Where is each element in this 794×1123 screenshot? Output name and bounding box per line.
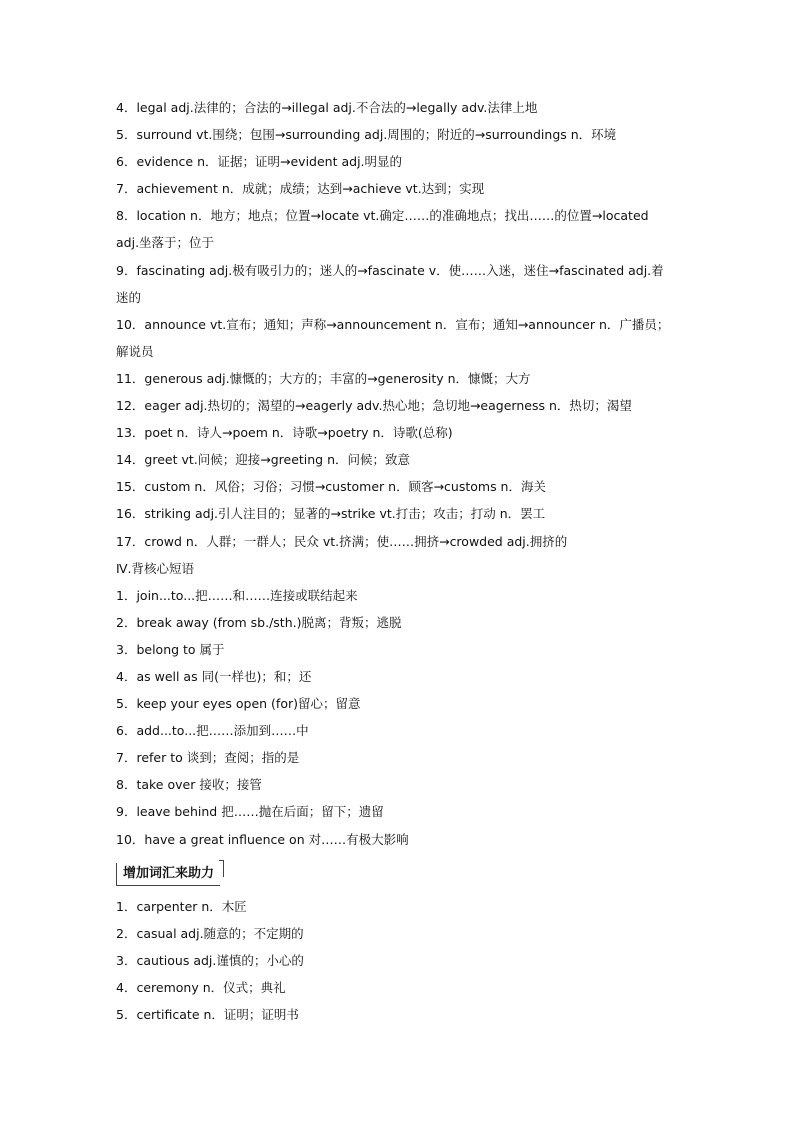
phrase-item: 1．join...to...把……和……连接或联结起来 bbox=[116, 587, 358, 603]
vocab-list bbox=[116, 94, 686, 555]
phrase-item: 8．take over 接收；接管 bbox=[116, 777, 262, 793]
vocab-item: 16．striking adj.引人注目的；显著的→strike vt.打击；攻击；打动 n．罢工 bbox=[116, 506, 546, 522]
phrase-item: 3．belong to 属于 bbox=[116, 641, 225, 657]
vocab-item: 13．poet n．诗人→poem n．诗歌→poetry n．诗歌(总称) bbox=[116, 425, 453, 441]
phrase-item: 10．have a great influence on 对……有极大影响 bbox=[116, 831, 409, 847]
extra-word-list bbox=[116, 893, 686, 1028]
vocab-item-continuation: 解说员 bbox=[116, 343, 154, 359]
vocab-item-continuation: adj.坐落于；位于 bbox=[116, 235, 215, 251]
phrase-item: 5．keep your eyes open (for)留心；留意 bbox=[116, 696, 361, 712]
extra-word-item: 5．certificate n．证明；证明书 bbox=[116, 1007, 299, 1022]
phrase-item: 6．add...to...把……添加到……中 bbox=[116, 723, 309, 739]
extra-word-item: 4．ceremony n．仪式；典礼 bbox=[116, 979, 286, 995]
phrases-section-title: Ⅳ.背核心短语 bbox=[116, 560, 195, 576]
phrase-item: 4．as well as 同(一样也)；和；还 bbox=[116, 668, 312, 684]
vocab-item-continuation: 迷的 bbox=[116, 289, 142, 305]
vocab-item: 17．crowd n．人群；一群人；民众 vt.挤满；使……拥挤→crowded adj.拥挤的 bbox=[116, 533, 568, 549]
extra-word-item: 1．carpenter n．木匠 bbox=[116, 898, 247, 914]
vocab-item: 14．greet vt.问候；迎接→greeting n．问候；致意 bbox=[116, 452, 411, 468]
phrase-item: 2．break away (from sb./sth.)脱离；背叛；逃脱 bbox=[116, 614, 402, 630]
vocab-item: 7．achievement n．成就；成绩；达到→achieve vt.达到；实现 bbox=[116, 181, 485, 197]
vocab-item: 11．generous adj.慷慨的；大方的；丰富的→generosity n．慷慨；大方 bbox=[116, 370, 531, 386]
vocab-item: 4．legal adj.法律的；合法的→illegal adj.不合法的→legally adv.法律上地 bbox=[116, 100, 538, 115]
vocab-item: 9．fascinating adj.极有吸引力的；迷人的→fascinate v．使……入迷，迷住→fascinated adj.着 bbox=[116, 262, 664, 278]
document-page bbox=[116, 94, 686, 1028]
vocab-item: 5．surround vt.围绕；包围→surrounding adj.周围的；附近的→surroundings n．环境 bbox=[116, 127, 617, 143]
extra-word-item: 3．cautious adj.谨慎的；小心的 bbox=[116, 952, 304, 968]
phrase-list bbox=[116, 582, 686, 853]
vocab-item: 6．evidence n．证据；证明→evident adj.明显的 bbox=[116, 154, 403, 170]
vocab-item: 8．location n．地方；地点；位置→locate vt.确定……的准确地点；找出……的位置→located bbox=[116, 208, 649, 224]
vocab-item: 10．announce vt.宣布；通知；声称→announcement n．宣布；通知→announcer n．广播员； bbox=[116, 316, 670, 332]
extra-section-title: 增加词汇来助力 bbox=[116, 863, 220, 886]
vocab-item: 15．custom n．风俗；习俗；习惯→customer n．顾客→customs n．海关 bbox=[116, 479, 546, 495]
extra-word-item: 2．casual adj.随意的；不定期的 bbox=[116, 925, 304, 941]
extra-section-header bbox=[116, 857, 686, 893]
phrase-item: 9．leave behind 把……抛在后面；留下；遗留 bbox=[116, 804, 384, 820]
vocab-item: 12．eager adj.热切的；渴望的→eagerly adv.热心地；急切地→eagerness n．热切；渴望 bbox=[116, 398, 632, 414]
phrase-item: 7．refer to 谈到；查阅；指的是 bbox=[116, 750, 300, 766]
